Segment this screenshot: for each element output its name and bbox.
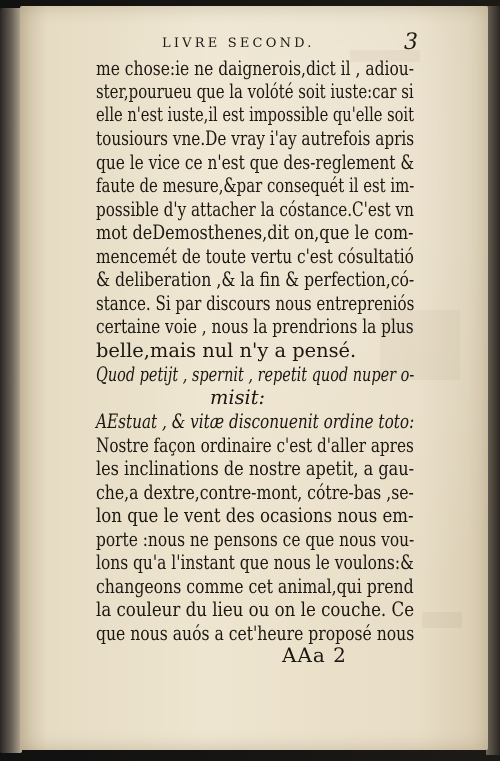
- text-line: que nous auós a cet'heure proposé nous: [96, 622, 415, 645]
- text-line: stance. Si par discours nous entrepreniós: [96, 292, 415, 315]
- text-line: porte :nous ne pensons ce que nous vou-: [96, 528, 415, 551]
- text-line: changeons comme cet animal,qui prend: [96, 575, 414, 598]
- book-right-edge: [486, 6, 500, 755]
- text-line: tousiours vne.De vray i'ay autrefois apris: [96, 127, 415, 150]
- text-line: certaine voie , nous la prendrions la plus: [96, 315, 414, 338]
- text-line: belle,mais nul n'y a pensé.: [96, 339, 357, 362]
- text-line: possible d'y attacher la cóstance.C'est vn: [96, 198, 414, 221]
- latin-quote-line: Quod petijt , spernit , repetit quod nuper o-: [96, 363, 415, 386]
- text-line: lon que le vent des ocasions nous em-: [96, 504, 414, 527]
- page-number: 3: [404, 30, 418, 55]
- text-line: me chose:ie ne daignerois,dict il , adiou-: [96, 57, 415, 80]
- page-left-edge: [0, 8, 22, 753]
- show-through-mark: [422, 612, 462, 628]
- text-line: che,a dextre,contre-mont, cótre-bas ,se-: [96, 481, 414, 504]
- text-line: faute de mesure,&par consequét il est im-: [96, 174, 415, 197]
- text-line: mot deDemosthenes,dit on,que le com-: [96, 221, 414, 244]
- text-line: mencemét de toute vertu c'est cósultatió: [96, 245, 414, 268]
- text-line: & deliberation ,& la fin & perfection,có-: [96, 268, 415, 291]
- signature-mark: AAa 2: [282, 643, 347, 667]
- latin-quote-line: AEstuat , & vitæ disconuenit ordine toto:: [96, 410, 415, 433]
- text-line: ster,pourueu que la volóté soit iuste:car si: [96, 80, 414, 103]
- text-line: que le vice ce n'est que des-reglement &: [96, 151, 415, 174]
- book-page: [20, 6, 488, 750]
- text-line: lons qu'a l'instant que nous le voulons:&: [96, 551, 414, 574]
- running-head: LIVRE SECOND.: [162, 36, 315, 51]
- text-line: Nostre façon ordinaire c'est d'aller apres: [96, 434, 414, 457]
- latin-quote-line: misit:: [210, 386, 266, 409]
- text-line: la couleur du lieu ou on le couche. Ce: [96, 598, 415, 621]
- text-line: elle n'est iuste,il est impossible qu'elle soit: [96, 103, 414, 126]
- text-line: les inclinations de nostre apetit, a gau-: [96, 457, 415, 480]
